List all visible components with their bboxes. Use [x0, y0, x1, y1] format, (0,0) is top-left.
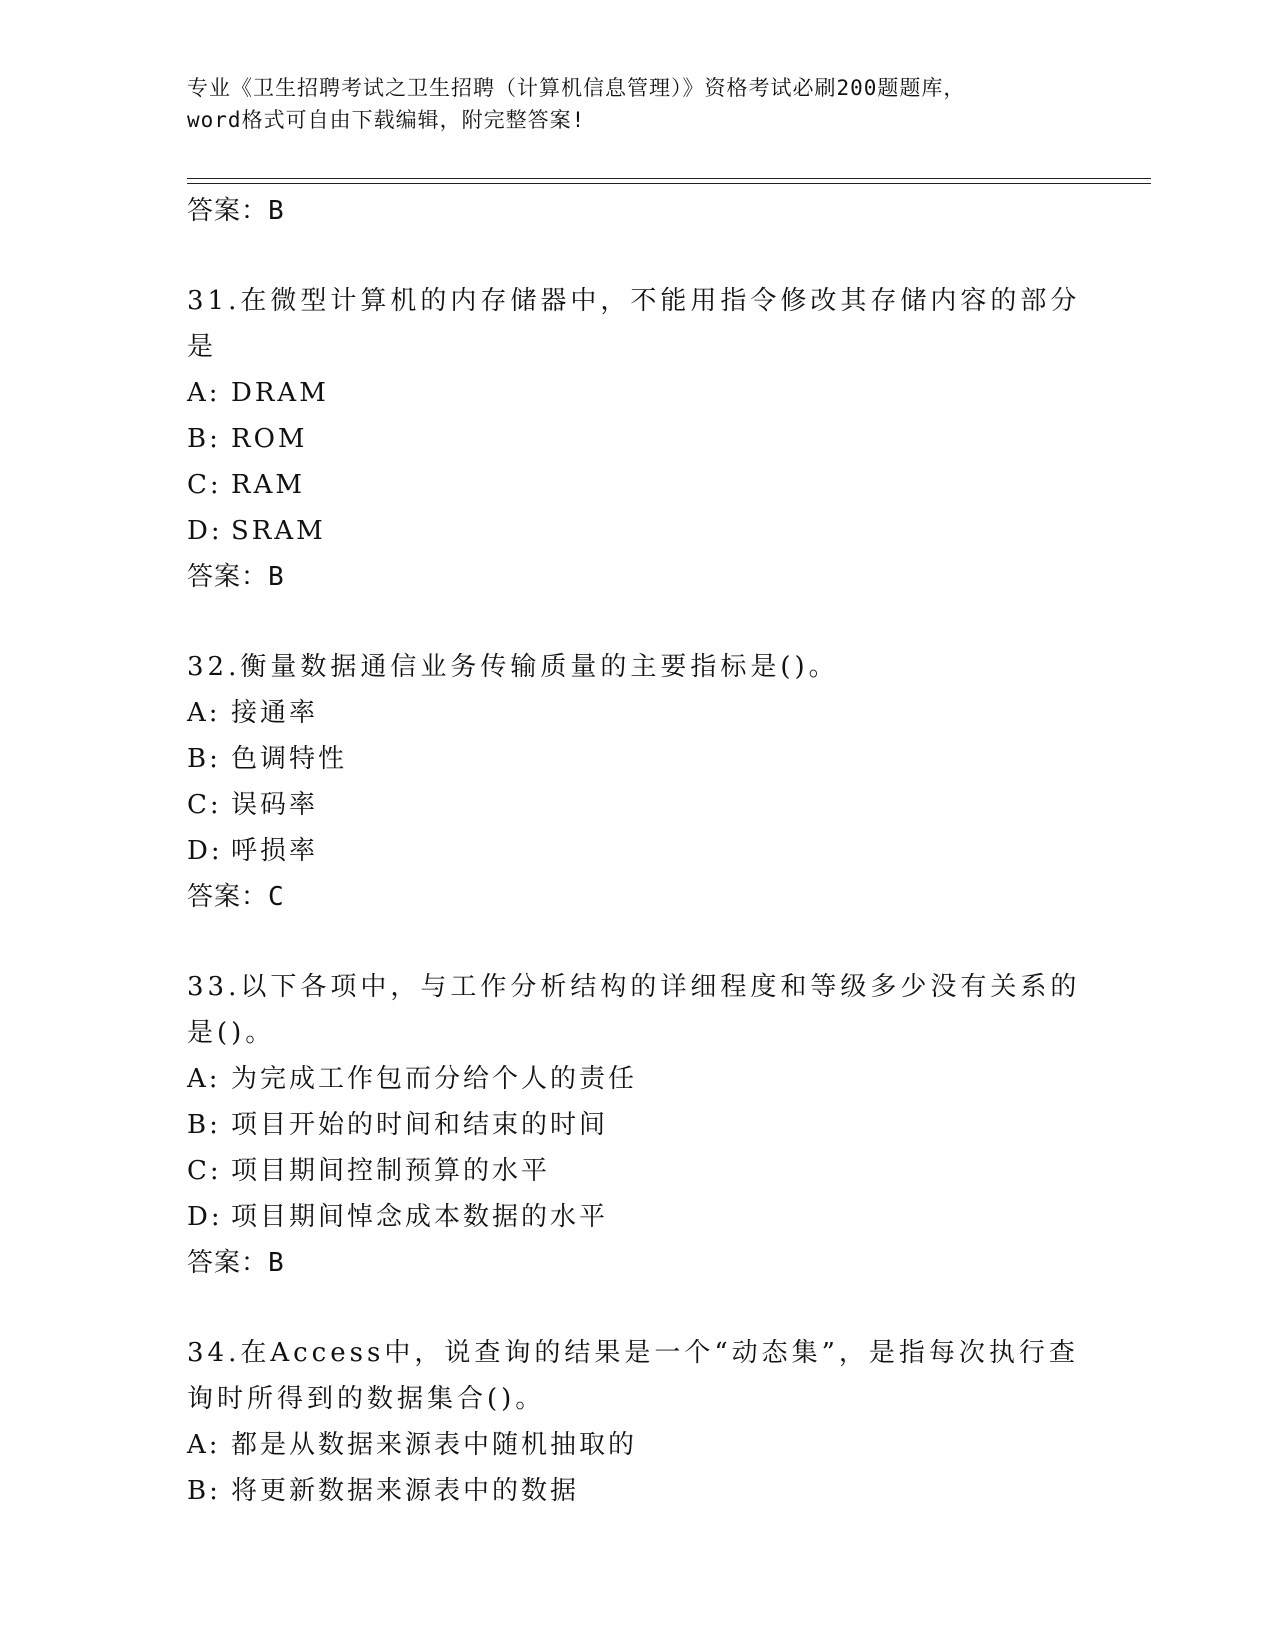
option-text: 项目开始的时间和结束的时间 [231, 1110, 609, 1140]
answer-line: 答案：B [187, 562, 285, 592]
question-text: 31.在微型计算机的内存储器中，不能用指令修改其存储内容的部分是 [187, 286, 1081, 362]
option-letter: B: [187, 424, 221, 454]
option-letter: C: [187, 790, 222, 820]
option-letter: A: [187, 378, 221, 408]
option-text: 误码率 [231, 790, 319, 820]
option-text: RAM [231, 470, 305, 500]
option-letter: C: [187, 470, 222, 500]
option-letter: D: [187, 1202, 223, 1232]
header-line-1: 专业《卫生招聘考试之卫生招聘（计算机信息管理）》资格考试必刷200题题库， [187, 76, 966, 100]
option-c [187, 782, 1087, 828]
option-letter: B: [187, 1476, 221, 1506]
question-list [187, 188, 1087, 1514]
question-text: 33.以下各项中，与工作分析结构的详细程度和等级多少没有关系的是()。 [187, 972, 1081, 1048]
option-d [187, 508, 1087, 554]
option-letter: D: [187, 516, 223, 546]
option-b [187, 736, 1087, 782]
answer-line: 答案：C [187, 882, 285, 912]
option-text: ROM [231, 424, 308, 454]
question-block [187, 1330, 1087, 1514]
document-header [187, 72, 1067, 136]
option-text: 将更新数据来源表中的数据 [231, 1476, 580, 1506]
option-b [187, 1102, 1087, 1148]
question-block [187, 278, 1087, 600]
option-text: 为完成工作包而分给个人的责任 [231, 1064, 638, 1094]
option-letter: A: [187, 698, 221, 728]
option-c [187, 1148, 1087, 1194]
option-b [187, 416, 1087, 462]
option-text: 都是从数据来源表中随机抽取的 [231, 1430, 638, 1460]
option-text: 项目期间悼念成本数据的水平 [231, 1202, 609, 1232]
header-line-2: word格式可自由下载编辑，附完整答案! [187, 108, 586, 132]
option-a [187, 1422, 1087, 1468]
question-block [187, 644, 1087, 920]
option-text: 色调特性 [231, 744, 348, 774]
option-text: SRAM [231, 516, 326, 546]
header-divider-top [187, 178, 1151, 179]
option-d [187, 1194, 1087, 1240]
question-text: 34.在Access中，说查询的结果是一个“动态集”，是指每次执行查询时所得到的数据集合()。 [187, 1338, 1079, 1414]
question-text: 32.衡量数据通信业务传输质量的主要指标是()。 [187, 652, 839, 682]
question-block [187, 964, 1087, 1286]
option-a [187, 690, 1087, 736]
option-letter: B: [187, 744, 221, 774]
option-text: 项目期间控制预算的水平 [231, 1156, 551, 1186]
option-letter: D: [187, 836, 223, 866]
answer-line: 答案：B [187, 196, 285, 226]
option-letter: A: [187, 1064, 221, 1094]
header-divider-bottom [187, 183, 1151, 184]
option-a [187, 1056, 1087, 1102]
option-letter: B: [187, 1110, 221, 1140]
option-a [187, 370, 1087, 416]
option-c [187, 462, 1087, 508]
option-d [187, 828, 1087, 874]
option-b [187, 1468, 1087, 1514]
option-text: DRAM [231, 378, 329, 408]
option-letter: C: [187, 1156, 222, 1186]
option-text: 接通率 [231, 698, 319, 728]
answer-line: 答案：B [187, 1248, 285, 1278]
option-text: 呼损率 [231, 836, 319, 866]
option-letter: A: [187, 1430, 221, 1460]
